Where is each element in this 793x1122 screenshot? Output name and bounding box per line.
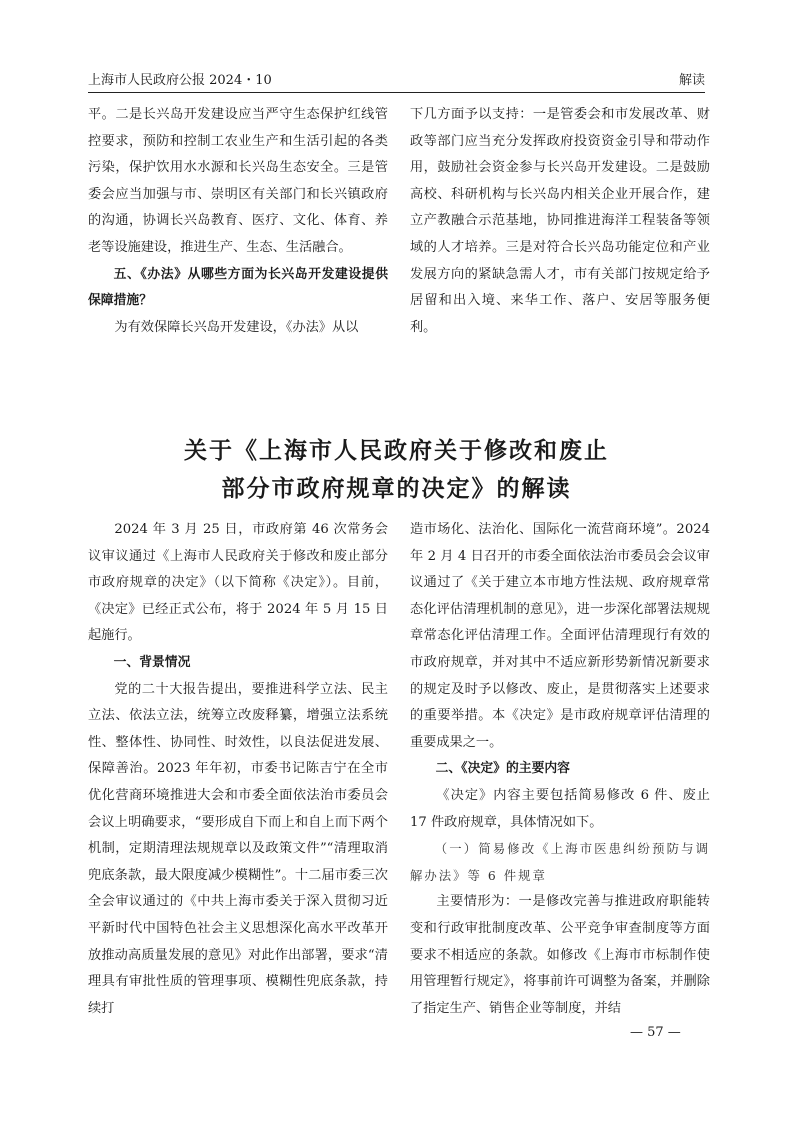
title-line-2: 部分市政府规章的决定》的解读 xyxy=(221,476,572,502)
paragraph: 2024 年 3 月 25 日，市政府第 46 次常务会议审议通过《上海市人民政府关于修改和废止部分市政府规章的决定》（以下简称《决定》）。目前，《决定》已经正式公布，将于 2024 年 5 月 15 日起施行。 xyxy=(88,522,388,644)
paragraph: 下几方面予以支持：一是管委会和市发展改革、财政等部门应当充分发挥政府投资资金引导和带动作用，鼓励社会资金参与长兴岛开发建设。二是鼓励高校、科研机构与长兴岛内相关企业开展合作，建立产教融合示范基地，协同推进海洋工程装备等领域的人才培养。三是对符合长兴岛功能定位和产业发展方向的紧缺急需人才，市有关部门按规定给予居留和出入境、来华工作、落户、安居等服务便利。 xyxy=(410,107,710,335)
paragraph: 造市场化、法治化、国际化一流营商环境”。2024 年 2 月 4 日召开的市委全面依法治市委员会会议审议通过了《关于建立本市地方性法规、政府规章常态化评估清理机制的意见》，进一步深化部署法规规章常态化评估清理工作。全面评估清理现行有效的市政府规章，并对其中不适应新形势新情况新要求的规定及时予以修改、废止，是贯彻落实上述要求的重要举措。本《决定》是市政府规章评估清理的重要成果之一。 xyxy=(410,522,710,750)
section-heading: 二、《决定》的主要内容 xyxy=(435,761,570,777)
page-number: — 57 — xyxy=(630,1025,681,1040)
article-right-column xyxy=(410,517,710,1022)
section-label: 解读 xyxy=(678,73,705,88)
section-heading: 一、背景情况 xyxy=(113,654,191,670)
paragraph: 平。二是长兴岛开发建设应当严守生态保护红线管控要求，预防和控制工农业生产和生活引起的各类污染，保护饮用水水源和长兴岛生态安全。三是管委会应当加强与市、崇明区有关部门和长兴镇政府的沟通，协调长兴岛教育、医疗、文化、体育、养老等设施建设，推进生产、生态、生活融合。 xyxy=(88,107,388,255)
title-line-1: 关于《上海市人民政府关于修改和废止 xyxy=(184,438,609,464)
paragraph: 《决定》内容主要包括简易修改 6 件、废止 17 件政府规章，具体情况如下。 xyxy=(410,787,710,830)
paragraph: 党的二十大报告提出，要推进科学立法、民主立法、依法立法，统筹立改废释纂，增强立法系统性、整体性、协同性、时效性，以良法促进发展、保障善治。2023 年年初，市委书记陈吉宁在全市优化营商环境推进大会和市委全面依法治市委员会会议上明确要求，“要形成自下而上和自上而下两个机制，定期清理法规规章以及政策文件”“清理取消兜底条款，最大限度减少模糊性”。十二届市委三次全会审议通过的《中共上海市委关于深入贯彻习近平新时代中国特色社会主义思想深化高水平改革开放推动高质量发展的意见》对此作出部署，要求“清理具有审批性质的管理事项、模糊性兜底条款，持续打 xyxy=(88,681,388,1016)
article-left-column xyxy=(88,517,388,1022)
top-right-column xyxy=(410,102,710,341)
paragraph: 为有效保障长兴岛开发建设，《办法》从以 xyxy=(114,319,359,335)
journal-title: 上海市人民政府公报 2024・10 xyxy=(88,73,272,88)
subsection-heading: （一）简易修改《上海市医患纠纷预防与调解办法》等 6 件规章 xyxy=(410,841,710,883)
page-header xyxy=(88,66,705,93)
paragraph: 主要情形为：一是修改完善与推进政府职能转变和行政审批制度改革、公平竞争审查制度等方面要求不相适应的条款。如修改《上海市市标制作使用管理暂行规定》，将事前许可调整为备案，并删除了指定生产、销售企业等制度，并结 xyxy=(410,894,710,1016)
section-heading: 五、《办法》从哪些方面为长兴岛开发建设提供保障措施？ xyxy=(88,266,388,309)
top-left-column xyxy=(88,102,388,341)
article-title xyxy=(0,432,793,508)
